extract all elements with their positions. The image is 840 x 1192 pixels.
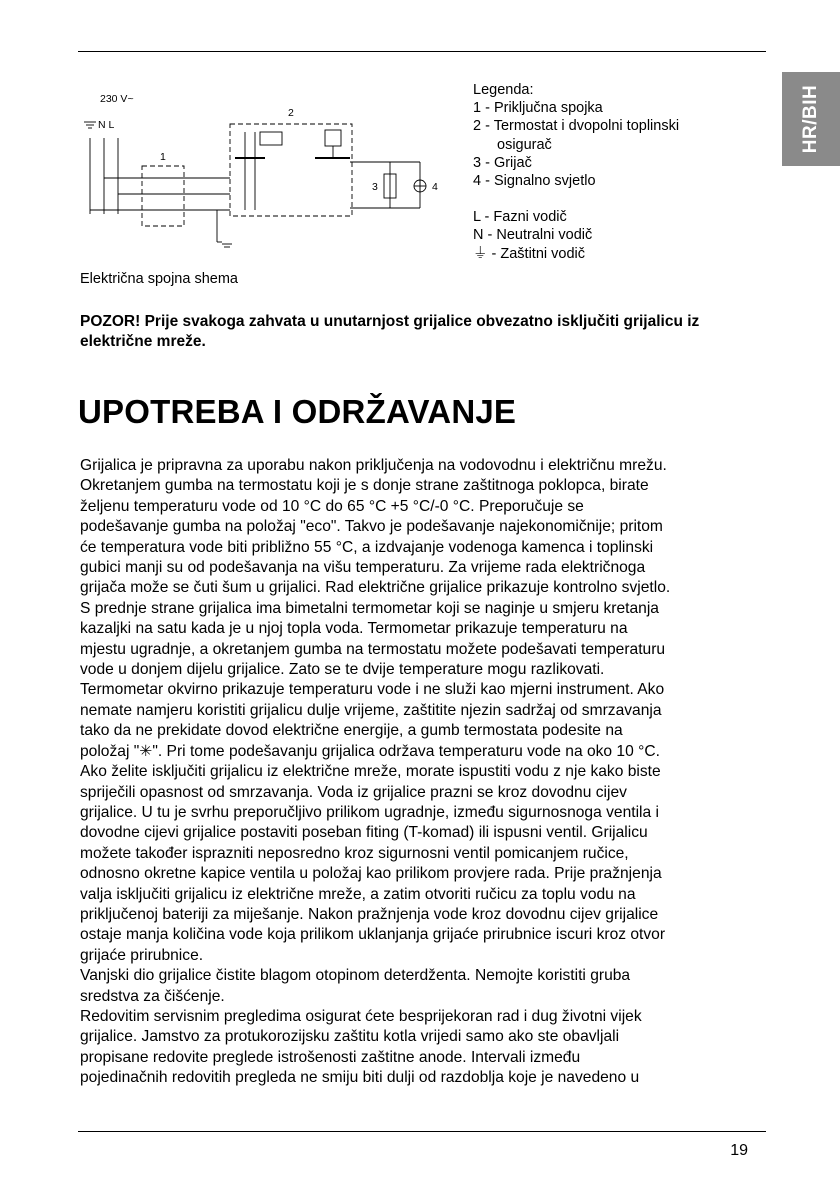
body-line: grijalice. U tu je svrhu preporučljivo prilikom ugradnje, između sigurnosnoga ventila i (80, 803, 659, 821)
body-line: tako da ne prekidate dovod električne energije, a gumb termostata podesite na (80, 722, 623, 740)
wiring-diagram (80, 86, 460, 266)
ground-symbol-icon (84, 122, 232, 247)
body-line: Termometar okvirno prikazuje temperaturu vode i ne služi kao mjerni instrument. Ako (80, 681, 665, 699)
body-line: grijalice. Jamstvo za protukorozijsku zaštitu kotla vrijedi samo ako ste obavljali (80, 1028, 620, 1046)
legend-item-l: L - Fazni vodič (473, 209, 567, 226)
language-tab (782, 72, 840, 166)
legend (473, 81, 679, 263)
legend-item-2-cont: osigurač (497, 136, 552, 153)
terminal-labels: N L (98, 119, 115, 131)
section-title: UPOTREBA I ODRŽAVANJE (78, 393, 517, 430)
body-line: priključenoj bateriji za miješanje. Nakon pražnjenja vode kroz dovodnu cijev grijalice (80, 905, 659, 923)
label-2: 2 (288, 107, 294, 119)
diagram-caption: Električna spojna shema (80, 271, 238, 287)
body-line: grijaće prirubnice. (80, 946, 204, 964)
body-line: dovodne cijevi grijalice postaviti poseban fiting (T-komad) ili ispusni ventil. Grijalicu (80, 824, 648, 842)
legend-spacer (473, 190, 679, 208)
legend-item-n: N - Neutralni vodič (473, 227, 593, 244)
body-line: S prednje strane grijalica ima bimetalni termometar koji se naginje u smjeru kretanja (80, 599, 659, 617)
body-line: gubici manji su od podešavanja na višu temperaturu. Za vrijeme rada električnoga (80, 559, 646, 577)
body-line: grijača može se čuti šum u grijalici. Rad električne grijalice prikazuje kontrolno svjetlo. (80, 579, 671, 597)
footer-rule (78, 1131, 766, 1132)
body-line: vode u donjem dijelu grijalice. Zato se te dvije temperature mogu razlikovati. (80, 661, 605, 679)
body-line: propisane redovite preglede istrošenosti zaštitne anode. Intervali između (80, 1048, 581, 1066)
warning-text: POZOR! Prije svakoga zahvata u unutarnjost grijalice obvezatno isključiti grijalicu iz električne mreže. (80, 313, 700, 350)
page-number: 19 (730, 1142, 748, 1159)
body-line: Redovitim servisnim pregledima osigurat ćete besprijekoran rad i dug životni vijek (80, 1007, 642, 1025)
body-line: pojedinačnih redovitih pregleda ne smiju biti dulji od razdoblja koje je navedeno u (80, 1069, 640, 1087)
body-line: spriječili opasnost od smrzavanja. Voda iz grijalice prazni se kroz dovodnu cijev (80, 783, 627, 801)
body-line: odnosno okretne kapice ventila u položaj kao prilikom provjere rada. Prije pražnjenja (80, 865, 662, 883)
label-4: 4 (432, 181, 438, 193)
label-3: 3 (372, 181, 378, 193)
body-line: će temperatura vode biti približno 55 °C, a izdvajanje vodenoga kamenca i toplinski (80, 538, 654, 556)
legend-item-2: 2 - Termostat i dvopolni toplinski (473, 118, 680, 135)
legend-item-3: 3 - Grijač (473, 154, 532, 171)
body-line: položaj "✳". Pri tome podešavanju grijalica održava temperaturu vode na oko 10 °C. (80, 742, 660, 760)
body-line: podešavanje gumba na položaj "eco". Takvo je podešavanje najekonomičnije; pritom (80, 518, 663, 536)
body-line: sredstva za čišćenje. (80, 987, 225, 1005)
header-rule (78, 51, 766, 52)
voltage-label: 230 V~ (100, 93, 134, 105)
body-line: mjestu ugradnje, a okretanjem gumba na termostatu možete podešavati temperaturu (80, 640, 666, 658)
body-line: možete također isprazniti neposredno kroz sigurnosni ventil pomicanjem ručice, (80, 844, 629, 862)
legend-item-4: 4 - Signalno svjetlo (473, 173, 596, 190)
body-line: ostaje manja količina vode koja prilikom uklanjanja grijaće prirubnice iscuri kroz otvor (80, 926, 666, 944)
body-line: željenu temperaturu vode od 10 °C do 65 °C +5 °C/-0 °C. Preporučuje se (80, 497, 584, 515)
body-line: Okretanjem gumba na termostatu koji je s donje strane zaštitnoga poklopca, birate (80, 477, 649, 495)
body-line: kazaljki na satu kada je u njoj topla voda. Termometar prikazuje temperaturu na (80, 620, 628, 638)
legend-item-pe: ⏚ - Zaštitni vodič (473, 245, 585, 262)
legend-item-1: 1 - Priključna spojka (473, 100, 603, 117)
body-text (80, 456, 770, 1089)
body-line: Vanjski dio grijalice čistite blagom otopinom deterdženta. Nemojte koristiti gruba (80, 967, 631, 985)
body-line: valja isključiti grijalicu iz električne mreže, a zatim otvoriti ručicu za toplu vodu na (80, 885, 636, 903)
body-line: Ako želite isključiti grijalicu iz električne mreže, morate ispustiti vodu z nje kako biste (80, 763, 661, 781)
label-1: 1 (160, 151, 166, 163)
language-tab-label: HR/BIH (800, 84, 822, 154)
body-line: nemate namjeru koristiti grijalicu dulje vrijeme, zaštitite njezin sadržaj od smrzavanja (80, 701, 662, 719)
legend-title: Legenda: (473, 82, 534, 98)
body-line: Grijalica je pripravna za uporabu nakon priključenja na vodovodnu i električnu mrežu. (80, 457, 667, 474)
